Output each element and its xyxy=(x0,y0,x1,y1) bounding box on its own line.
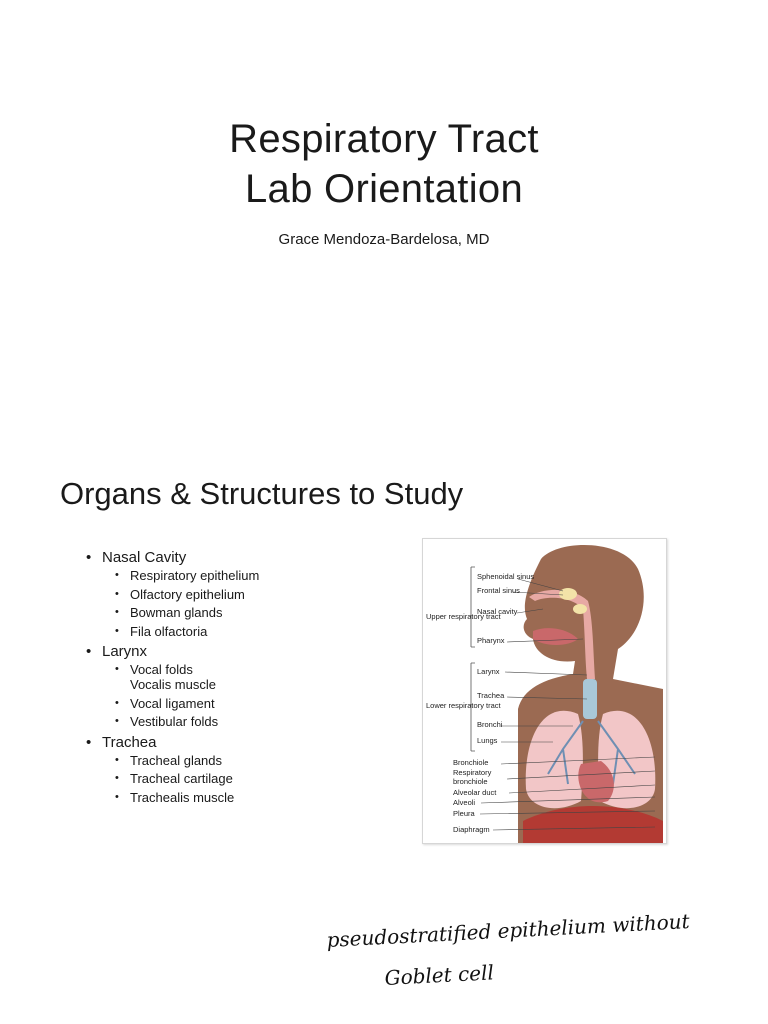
slide-title-line-2: Lab Orientation xyxy=(244,167,523,211)
sub-bullet: • Fila olfactoria xyxy=(114,624,386,639)
upper-bracket xyxy=(471,567,475,647)
sinus-shape xyxy=(559,588,577,600)
label-larynx: Larynx xyxy=(477,667,500,676)
bullet-larynx: • Larynx xyxy=(86,642,386,661)
label-upper-tract: Upper respiratory tract xyxy=(426,612,501,621)
bullet-nasal-cavity: • Nasal Cavity xyxy=(86,548,386,567)
slide-author: Grace Mendoza-Bardelosa, MD xyxy=(278,231,490,248)
label-diaphragm: Diaphragm xyxy=(453,825,490,834)
slide-title-line-1: Respiratory Tract xyxy=(229,117,539,161)
label-lungs: Lungs xyxy=(477,736,498,745)
label-bronchiole: Bronchiole xyxy=(453,758,489,767)
sub-bullet: • Bowman glands xyxy=(114,605,386,620)
label-alveolar-duct: Alveolar duct xyxy=(453,788,497,797)
sub-bullet: • Tracheal cartilage xyxy=(114,771,386,786)
sub-bullet-text: • Vocal folds xyxy=(130,662,193,677)
bullet-list xyxy=(86,548,386,808)
handwritten-note xyxy=(325,905,725,995)
sub-bullet-text: Vocalis muscle xyxy=(130,677,216,692)
sub-bullet xyxy=(114,662,386,692)
slide-title xyxy=(0,114,768,214)
sub-bullet: • Olfactory epithelium xyxy=(114,587,386,602)
label-respiratory-bronchiole: Respiratory bronchiole xyxy=(453,768,492,786)
label-sphenoidal-sinus: Sphenoidal sinus xyxy=(477,572,535,581)
label-lower-tract: Lower respiratory tract xyxy=(426,701,501,710)
label-bronchi: Bronchi xyxy=(477,720,503,729)
respiratory-diagram xyxy=(422,538,667,844)
label-frontal-sinus: Frontal sinus xyxy=(477,586,520,595)
sub-bullet: • Tracheal glands xyxy=(114,753,386,768)
sub-bullet: • Respiratory epithelium xyxy=(114,568,386,583)
sub-bullet: • Vocal ligament xyxy=(114,696,386,711)
label-pharynx: Pharynx xyxy=(477,636,505,645)
label-pleura: Pleura xyxy=(453,809,475,818)
bullet-trachea: • Trachea xyxy=(86,733,386,752)
sub-bullet: • Trachealis muscle xyxy=(114,790,386,805)
handwriting-line-1: pseudostratified epithelium without xyxy=(326,909,691,952)
handwriting-line-2: Goblet cell xyxy=(384,960,495,990)
sinus-shape xyxy=(573,604,587,614)
section-title: Organs & Structures to Study xyxy=(60,476,464,511)
label-alveoli: Alveoli xyxy=(453,798,476,807)
sub-bullet: • Vestibular folds xyxy=(114,714,386,729)
label-trachea: Trachea xyxy=(477,691,505,700)
label-nasal-cavity: Nasal cavity xyxy=(477,607,518,616)
